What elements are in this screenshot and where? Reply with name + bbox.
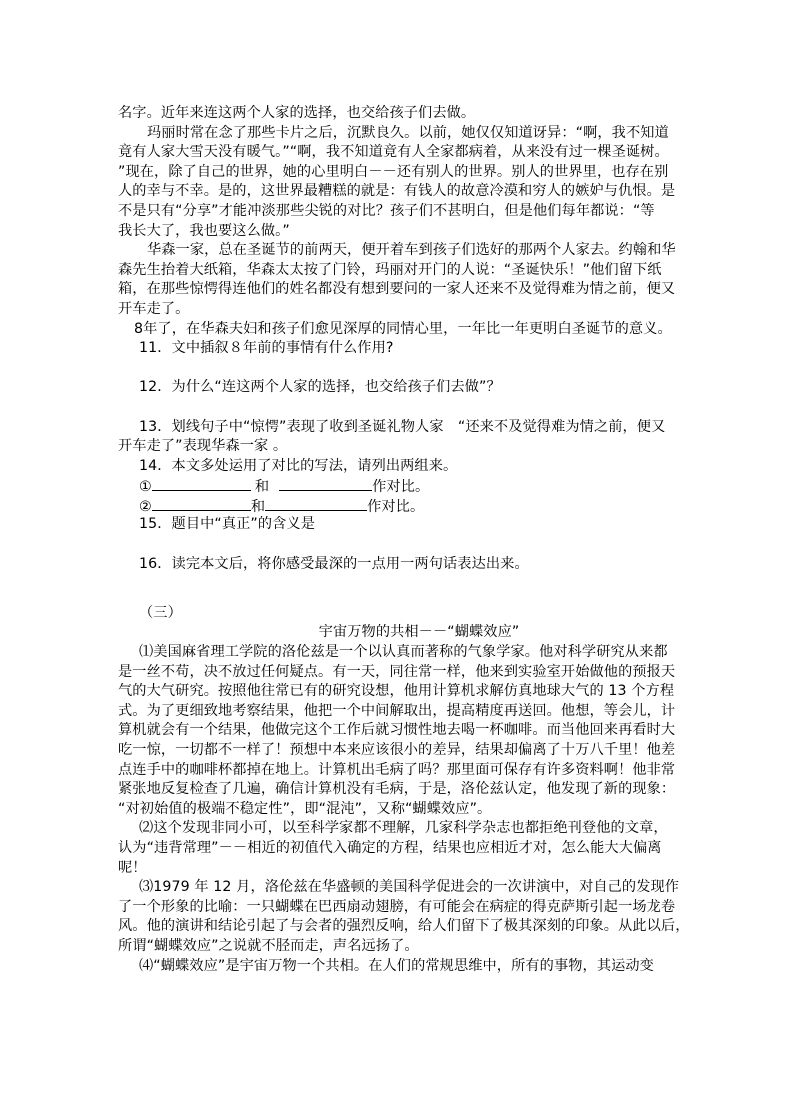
- question-12: 12．为什么“连这两个人家的选择，也交给孩子们去做”？: [139, 379, 501, 396]
- question-15: 15．题目中“真正”的含义是: [139, 516, 316, 533]
- article-line: 是一丝不苟，决不放过任何疑点。有一天，同往常一样，他来到实验室开始做他的预报天: [118, 663, 676, 680]
- story-line: 森先生抬着大纸箱，华森太太按了门铃，玛丽对开门的人说：“圣诞快乐！”他们留下纸: [118, 261, 662, 278]
- question-14-item-2: [118, 496, 680, 516]
- story-line: 我长大了，我也要这么做。”: [118, 222, 290, 239]
- answer-space-11[interactable]: [118, 359, 680, 379]
- circled-two-marker: ②: [139, 498, 152, 515]
- answer-blank-1b[interactable]: [279, 476, 372, 491]
- story-line: ”现在，除了自己的世界，她的心里明白－－还有别人的世界。别人的世界里，也存在别: [118, 163, 669, 180]
- document-page: [118, 104, 690, 976]
- article-line: 点连手中的咖啡杯都掉在地上。计算机出毛病了吗？那里面可保存有许多资料啊！他非常: [118, 761, 676, 778]
- answer-blank-1a[interactable]: [152, 476, 251, 491]
- answer-blank-2b[interactable]: [265, 496, 367, 511]
- article-line: 紧张地反复检查了几遍，确信计算机没有毛病，于是，洛伦兹认定，他发现了新的现象：: [118, 781, 676, 798]
- question-11: 11．文中插叙８年前的事情有什么作用?: [139, 340, 394, 357]
- contrast-suffix: 作对比。: [372, 479, 430, 496]
- question-14: 14．本文多处运用了对比的写法，请列出两组来。: [139, 457, 458, 474]
- article-line: ⑴美国麻省理工学院的洛伦兹是一个以认真而著称的气象学家。他对科学研究从来都: [139, 644, 668, 661]
- story-line: 华森一家，总在圣诞节的前两天，便开着车到孩子们选好的那两个人家去。约翰和华: [147, 242, 676, 259]
- question-13-cont: 开车走了”表现华森一家 。: [118, 438, 288, 455]
- answer-blank-2a[interactable]: [152, 496, 251, 511]
- article-line: 算机就会有一个结果，他做完这个工作后就习惯性地去喝一杯咖啡。而当他回来再看时大: [118, 722, 676, 739]
- article-line: 式。为了更细致地考察结果，他把一个中间解取出，提高精度再送回。他想，等会儿，计: [118, 702, 676, 719]
- question-16: 16．读完本文后，将你感受最深的一点用一两句话表达出来。: [139, 555, 529, 572]
- story-line: 开车走了。: [118, 300, 190, 317]
- article-line: 气的大气研究。按照他往常已有的研究设想，他用计算机求解仿真地球大气的 13 个方程: [118, 683, 675, 700]
- article-line: 认为“违背常理”－－相近的初值代入确定的方程，结果也应相近才对，怎么能大大偏离: [118, 839, 662, 856]
- article-line: ⑶1979 年 12 月，洛伦兹在华盛顿的美国科学促进会的一次讲演中，对自己的发现作: [139, 879, 680, 896]
- story-line: 玛丽时常在念了那些卡片之后，沉默良久。以前，她仅仅知道讶异：“啊，我不知道: [147, 124, 669, 141]
- article-line: 吃一惊，一切都不一样了！预想中本来应该很小的差异，结果却偏离了十万八千里！他差: [118, 742, 676, 758]
- story-line: 人的幸与不幸。是的，这世界最糟糕的就是：有钱人的故意冷漠和穷人的嫉妒与仇恨。是: [118, 183, 676, 200]
- article-line: 风。他的演讲和结论引起了与会者的强烈反响，给人们留下了极其深刻的印象。从此以后，: [118, 918, 690, 935]
- article-line: ⑵这个发现非同小可，以至科学家都不理解，几家科学杂志也都拒绝刊登他的文章，: [139, 820, 668, 837]
- article-line: 了一个形象的比喻：一只蝴蝶在巴西扇动翅膀，有可能会在病症的得克萨斯引起一场龙卷: [118, 898, 676, 915]
- story-line: 8年了，在华森夫妇和孩子们愈见深厚的同情心里，一年比一年更明白圣诞节的意义。: [134, 320, 672, 337]
- section-label: （三）: [139, 604, 182, 621]
- article-title: 宇宙万物的共相－－“蝴蝶效应”: [318, 624, 520, 641]
- answer-space-16[interactable]: [118, 574, 680, 594]
- article-line: 呢！: [118, 859, 147, 876]
- contrast-suffix: 作对比。: [367, 498, 425, 515]
- questions-section: [118, 339, 680, 594]
- story-line: 不是只有“分享”才能冲淡那些尖锐的对比？孩子们不甚明白，但是他们每年都说：“等: [118, 202, 655, 219]
- article-line: ⑷“蝴蝶效应”是宇宙万物一个共相。在人们的常规思维中，所有的事物，其运动变: [139, 957, 654, 974]
- article-line: “对初始值的极端不稳定性”，即“混沌”，又称“蝴蝶效应”。: [118, 800, 492, 817]
- question-14-item-1: [118, 476, 680, 496]
- section-three: [118, 604, 690, 976]
- article-line: 所谓“蝴蝶效应”之说就不胫而走，声名远扬了。: [118, 937, 419, 954]
- answer-space-12[interactable]: [118, 398, 680, 418]
- circled-one-marker: ①: [139, 479, 152, 496]
- story-line: 竟有人家大雪天没有暖气。”“啊，我不知道竟有人全家都病着，从来没有过一棵圣诞树。: [118, 144, 669, 161]
- story-passage: [118, 104, 680, 339]
- and-label: 和: [254, 479, 270, 496]
- story-line: 名字。近年来连这两个人家的选择，也交给孩子们去做。: [118, 105, 476, 121]
- and-label: 和: [250, 498, 266, 515]
- question-13: 13．划线句子中“惊愕”表现了收到圣诞礼物人家 “还来不及觉得难为情之前，便又: [139, 418, 666, 435]
- answer-space-15[interactable]: [118, 535, 680, 555]
- story-line: 箱，在那些惊愕得连他们的姓名都没有想到要问的一家人还来不及觉得难为情之前，便又: [118, 281, 676, 298]
